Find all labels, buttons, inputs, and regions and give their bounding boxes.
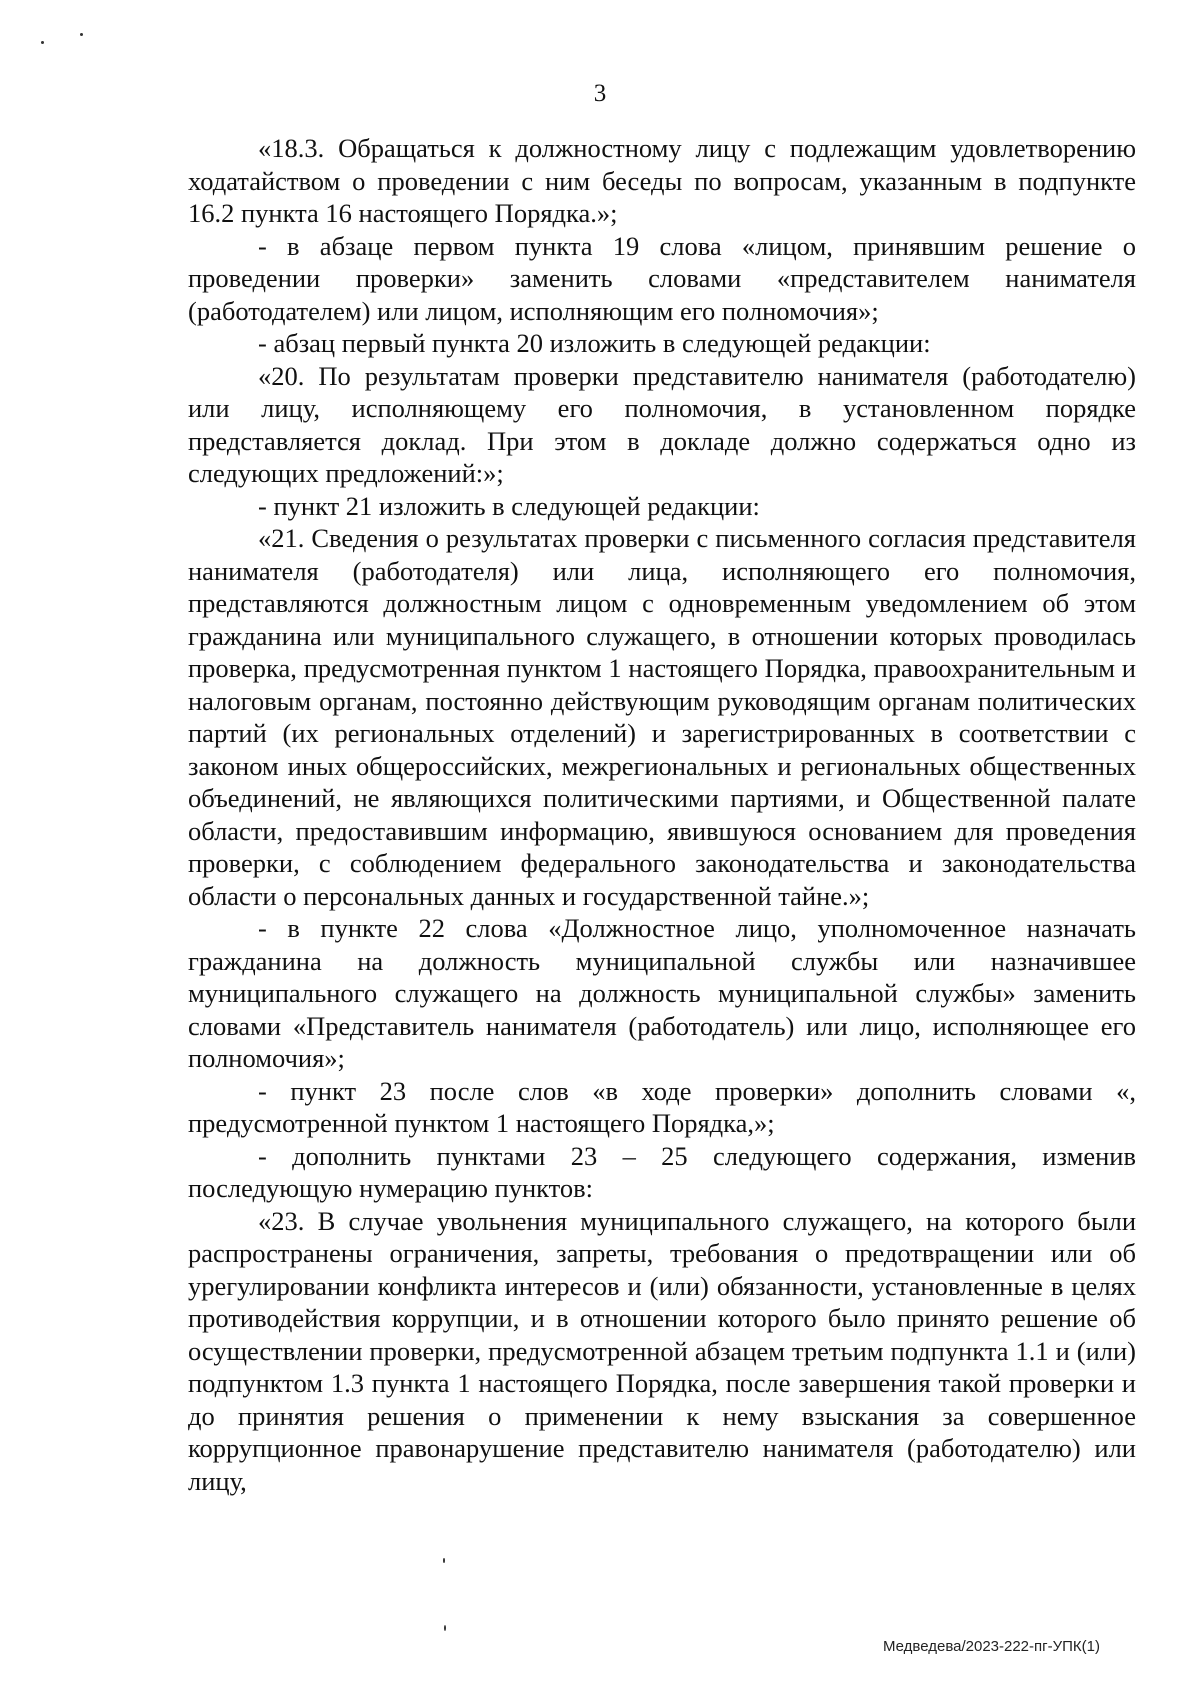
scan-speck xyxy=(41,41,44,44)
paragraph: «23. В случае увольнения муниципального служащего, на которого были распространены ограничения, запреты, требования о предотвращении или об урегулировании конфликта интересов и (или) обязанности, установленные в целях противодействия коррупции, и в отношении которого было принято решение об осуществлении проверки, предусмотренной абзацем третьим подпункта 1.1 и (или) подпунктом 1.3 пункта 1 настоящего Порядка, после завершения такой проверки и до принятия решения о применении к нему взыскания за совершенное коррупционное правонарушение представителю нанимателя (работодателю) или лицу, xyxy=(188,1205,1136,1496)
paragraph: «21. Сведения о результатах проверки с письменного согласия представителя нанимателя (работодателя) или лица, исполняющего его полномочия, представляются должностным лицом с одновременным уведомлением об этом гражданина или муниципального служащего, в отношении которых проводилась проверка, предусмотренная пунктом 1 настоящего Порядка, правоохранительным и налоговым органам, постоянно действующим руководящим органам политических партий (их региональных отделений) и зарегистрированных в соответствии с законом иных общероссийских, межрегиональных и региональных общественных объединений, не являющихся политическими партиями, и Общественной палате области, предоставившим информацию, явившуюся основанием для проведения проверки, с соблюдением федерального законодательства и законодательства области о персональных данных и государственной тайне.»; xyxy=(188,523,1136,911)
scan-speck xyxy=(443,1558,445,1563)
page-number: 3 xyxy=(593,80,607,107)
paragraph: - дополнить пунктами 23 – 25 следующего содержания, изменив последующую нумерацию пунктов: xyxy=(188,1140,1136,1203)
document-body xyxy=(188,132,1136,1497)
paragraph: «18.3. Обращаться к должностному лицу с подлежащим удовлетворению ходатайством о проведении с ним беседы по вопросам, указанным в подпункте 16.2 пункта 16 настоящего Порядка.»; xyxy=(188,133,1136,228)
paragraph: - в абзаце первом пункта 19 слова «лицом, принявшим решение о проведении проверки» заменить словами «представителем нанимателя (работодателем) или лицом, исполняющим его полномочия»; xyxy=(188,230,1136,326)
paragraph: «20. По результатам проверки представителю нанимателя (работодателю) или лицу, исполняющему его полномочия, в установленном порядке представляется доклад. При этом в докладе должно содержаться одно из следующих предложений:»; xyxy=(188,360,1136,488)
scan-speck xyxy=(80,33,83,36)
paragraph: - в пункте 22 слова «Должностное лицо, уполномоченное назначать гражданина на должность муниципальной службы или назначившее муниципального служащего на должность муниципальной службы» заменить словами «Представитель нанимателя (работодатель) или лицо, исполняющее его полномочия»; xyxy=(188,913,1136,1073)
paragraph: - пункт 21 изложить в следующей редакции: xyxy=(258,490,760,521)
document-code: Медведева/2023-222-пг-УПК(1) xyxy=(882,1638,1100,1655)
paragraph: - пункт 23 после слов «в ходе проверки» дополнить словами «, предусмотренной пунктом 1 настоящего Порядка,»; xyxy=(188,1075,1136,1138)
paragraph: - абзац первый пункта 20 изложить в следующей редакции: xyxy=(258,328,931,358)
scan-speck xyxy=(444,1625,446,1631)
